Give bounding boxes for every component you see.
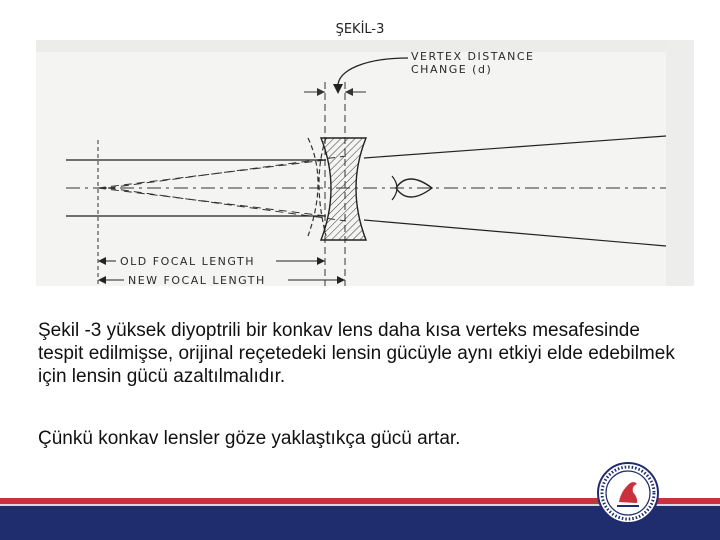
university-emblem-icon [597,462,659,524]
old-focal-label: OLD FOCAL LENGTH [120,255,255,268]
vertex-label-line2: CHANGE (d) [411,63,493,76]
lens-diagram-svg [36,40,694,286]
explanation-paragraph: Şekil -3 yüksek diyoptrili bir konkav lens daha kısa verteks mesafesinde tespit edilmişse, orijinal reçetedeki lensin gücüyle aynı etkiyi elde edebilmek için lensin gücü azaltılmalıdır. [38,320,675,387]
slide-title: ŞEKİL-3 [335,22,385,37]
reason-paragraph: Çünkü konkav lensler göze yaklaştıkça gücü artar. [38,428,461,449]
vertex-label-line1: VERTEX DISTANCE [411,50,535,63]
new-focal-label: NEW FOCAL LENGTH [128,274,266,286]
lens-diagram [36,40,694,286]
